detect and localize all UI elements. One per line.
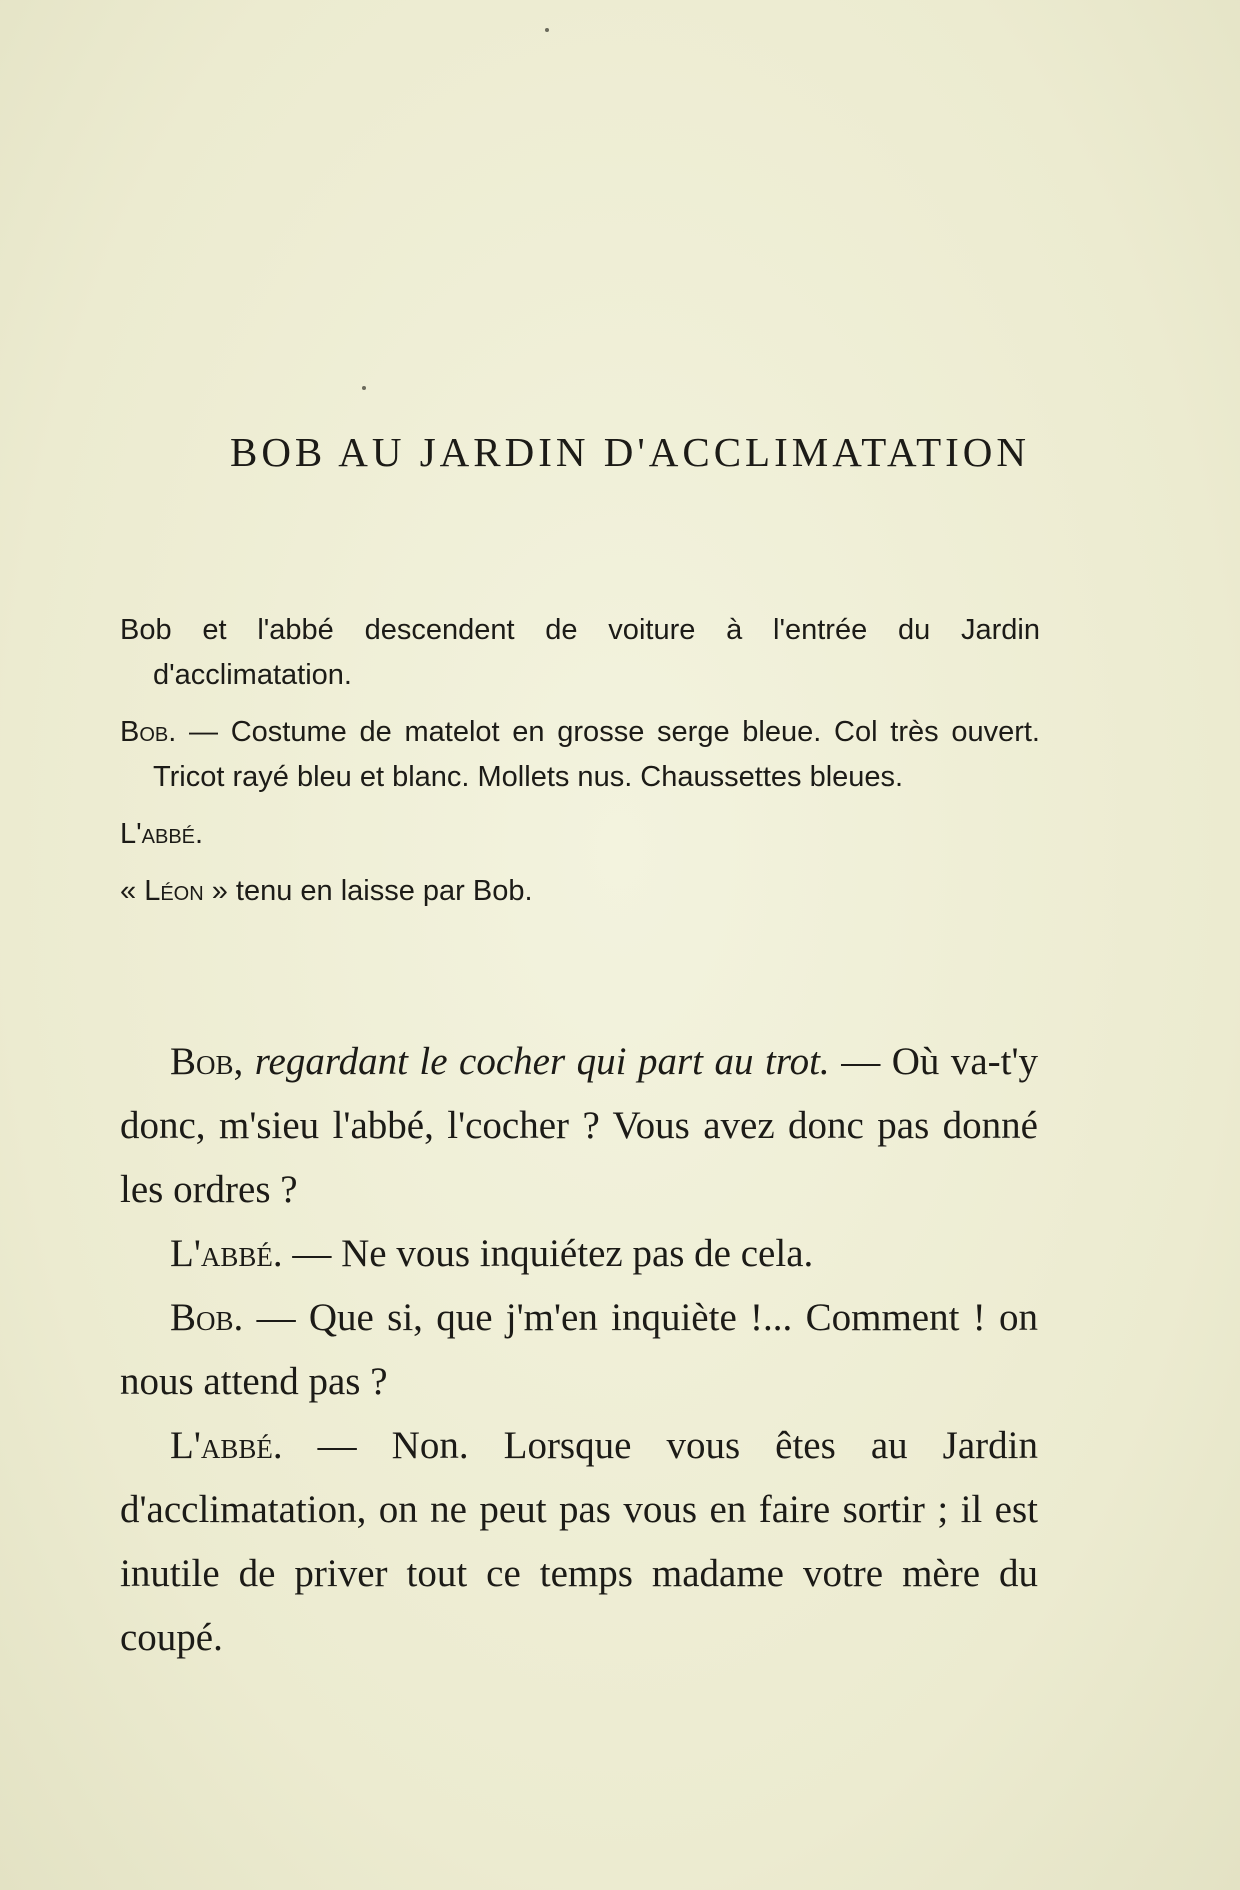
ink-speck	[362, 386, 366, 390]
speaker-name: Bob,	[170, 1040, 244, 1083]
stage-note-abbe	[120, 812, 1040, 857]
character-name: Léon	[144, 875, 204, 907]
stage-notes	[120, 608, 1040, 926]
note-text: » tenu en laisse par Bob.	[203, 875, 533, 907]
line-text: — Non. Lorsque vous êtes au Jardin d'acclimatation, on ne peut pas vous en faire sortir ; il est inutile de priver tout ce temps madame votre mère du coupé.	[120, 1424, 1038, 1659]
stage-note-scene	[120, 608, 1040, 698]
line-text: — Ne vous inquiétez pas de cela.	[282, 1232, 814, 1275]
dialogue-line	[120, 1030, 1038, 1222]
chapter-title: BOB AU JARDIN D'ACCLIMATATION	[229, 429, 1031, 475]
stage-note-leon	[120, 869, 1040, 914]
speaker-name: L'abbé.	[170, 1424, 283, 1467]
ink-speck	[545, 28, 549, 32]
line-text: — Où va-t'y donc, m'sieu l'abbé, l'cocher ? Vous avez donc pas donné les ordres ?	[120, 1040, 1039, 1211]
line-text: — Que si, que j'm'en inquiète !... Comment ! on nous attend pas ?	[120, 1296, 1038, 1403]
dialogue-line	[120, 1286, 1038, 1414]
dialogue-line	[120, 1222, 1038, 1286]
note-text: Bob et l'abbé descendent de voiture à l'entrée du Jardin d'acclimatation.	[120, 614, 1040, 691]
stage-direction: regardant le cocher qui part au trot.	[254, 1040, 830, 1083]
stage-note-bob	[120, 710, 1040, 800]
note-text: — Costume de matelot en grosse serge bleue. Col très ouvert. Tricot rayé bleu et blanc. Mollets nus. Chaussettes bleues.	[153, 716, 1040, 793]
character-name: Bob.	[120, 716, 177, 748]
dialogue-line	[120, 1414, 1038, 1670]
character-name: L'abbé.	[120, 818, 204, 850]
speaker-name: Bob.	[170, 1296, 244, 1339]
speaker-name: L'abbé.	[170, 1232, 283, 1275]
dialogue	[120, 1030, 1038, 1670]
quote-open: «	[120, 875, 145, 907]
